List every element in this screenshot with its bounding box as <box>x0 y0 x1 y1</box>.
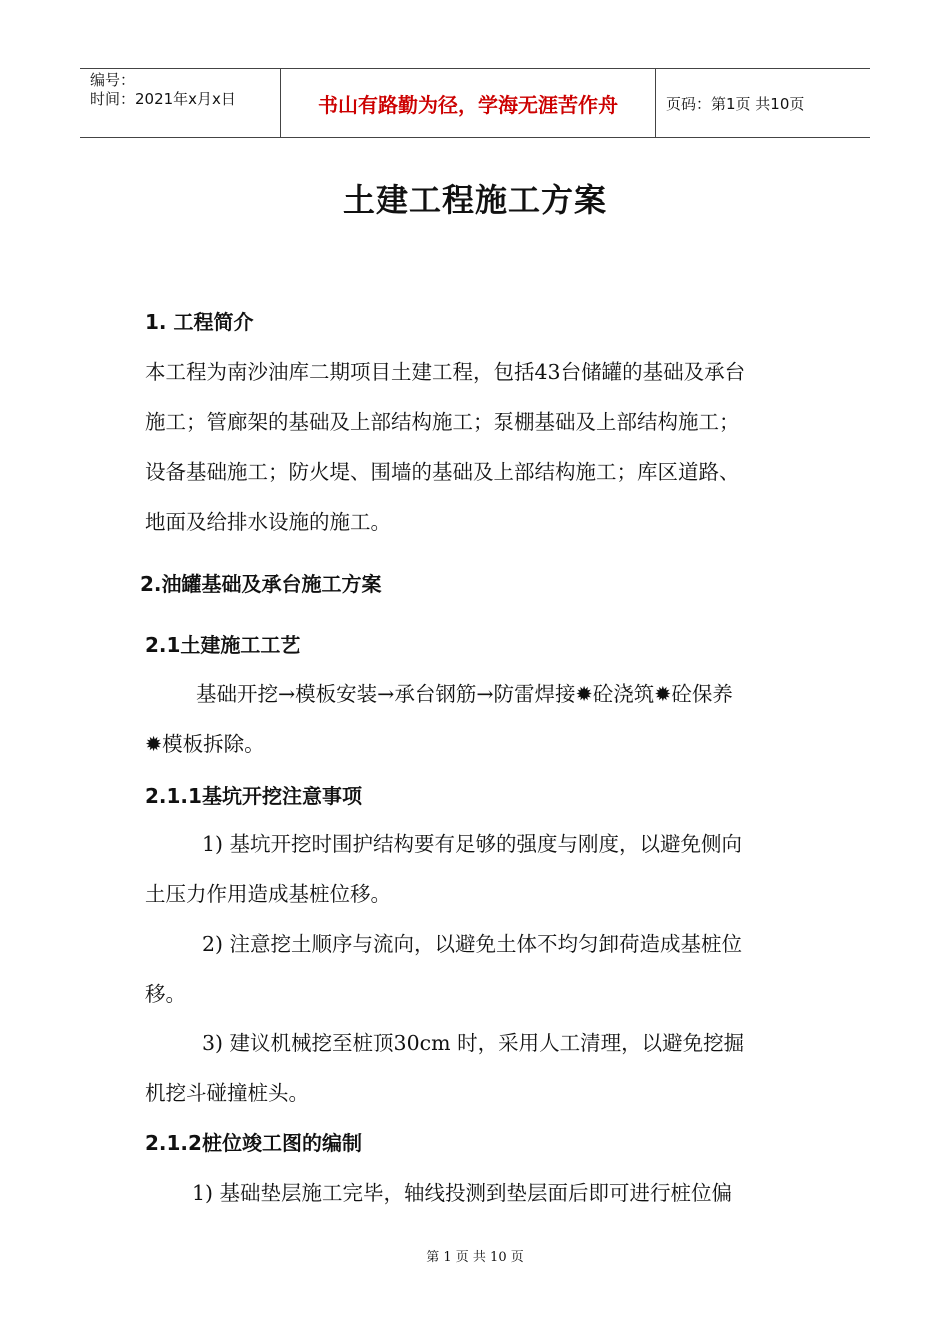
paragraph-line: 土压力作用造成基桩位移。 <box>145 882 391 906</box>
section-heading-1: 1. 工程简介 <box>145 310 254 334</box>
page-header <box>80 68 870 138</box>
section-heading-2-1-1: 2.1.1基坑开挖注意事项 <box>145 784 362 808</box>
list-item: 1) 基坑开挖时围护结构要有足够的强度与刚度，以避免侧向 <box>202 832 743 856</box>
header-meta <box>80 69 280 137</box>
paragraph-line: 施工；管廊架的基础及上部结构施工；泵棚基础及上部结构施工； <box>145 410 740 434</box>
document-title: 土建工程施工方案 <box>342 181 607 219</box>
header-motto: 书山有路勤为径，学海无涯苦作舟 <box>280 69 656 137</box>
section-heading-2: 2.油罐基础及承台施工方案 <box>140 572 382 596</box>
paragraph-line: 机挖斗碰撞桩头。 <box>145 1081 309 1105</box>
list-item: 3) 建议机械挖至桩顶30cm 时，采用人工清理，以避免挖掘 <box>202 1031 745 1055</box>
section-heading-2-1-2: 2.1.2桩位竣工图的编制 <box>145 1131 362 1155</box>
paragraph-line: 本工程为南沙油库二期项目土建工程，包括43台储罐的基础及承台 <box>145 360 746 384</box>
paragraph-line: 移。 <box>145 982 186 1006</box>
section-heading-2-1: 2.1土建施工工艺 <box>145 633 301 657</box>
paragraph-line: 设备基础施工；防火堤、围墙的基础及上部结构施工；库区道路、 <box>145 460 740 484</box>
time-label: 时间：2021年x月x日 <box>90 90 236 108</box>
header-page-info: 页码：第1页 共10页 <box>666 94 805 113</box>
list-item: 2) 注意挖土顺序与流向，以避免土体不均匀卸荷造成基桩位 <box>202 932 743 956</box>
paragraph-line: 基础开挖→模板安装→承台钢筋→防雷焊接✹砼浇筑✹砼保养 <box>196 682 733 706</box>
number-label: 编号： <box>90 71 136 89</box>
paragraph-line: ✹模板拆除。 <box>145 732 265 756</box>
page-footer: 第 1 页 共 10 页 <box>426 1250 524 1265</box>
paragraph-line: 地面及给排水设施的施工。 <box>145 510 391 534</box>
list-item: 1) 基础垫层施工完毕，轴线投测到垫层面后即可进行桩位偏 <box>192 1181 733 1205</box>
